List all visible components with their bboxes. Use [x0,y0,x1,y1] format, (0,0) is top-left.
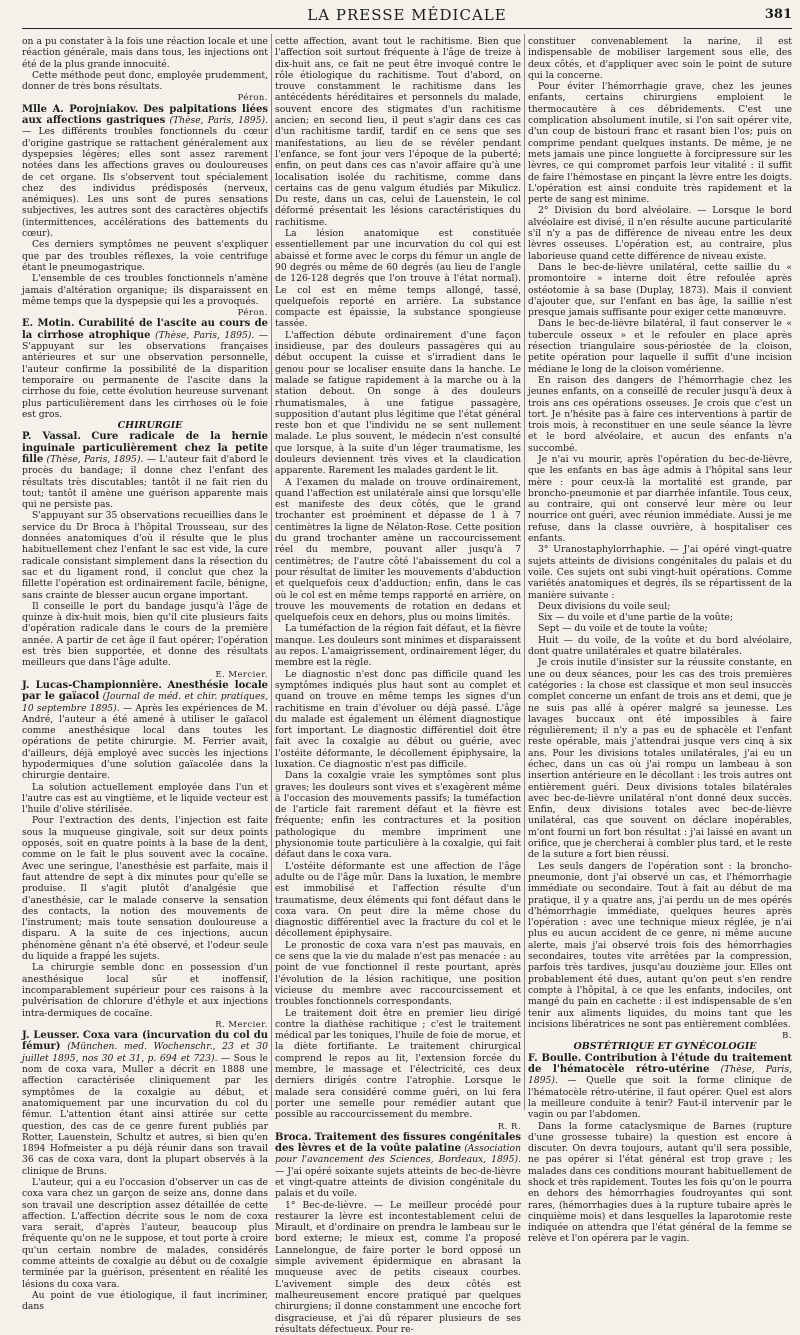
paragraph: La solution actuellement employée dans l'un et l'autre cas est au vingtième, et le liquide vecteur est l'huile d'olive stérilisée. [22,781,268,816]
article-title: Contribution à l'étude du traitement de l'hématocèle rétro-utérine [528,1052,793,1076]
article-author: F. Boulle. [528,1052,582,1064]
paragraph: L'affection débute ordinairement d'une façon insidieuse, par des douleurs passagères qui au début occupent la cuisse et s'irradient dans le genou pour se localiser ensuite dans la hanche. Le malade se fatigue rapidement à la marche ou à la station debout. On songe à des douleurs rhumatismales, à une fatigue passagère, supposition d'autant plus légitime que l'état général reste bon et que l'individu ne se sent nullement malade. Le plus souvent, le médecin n'est consulté que lorsque, à la suite d'un léger traumatisme, les douleurs deviennent très vives et la claudication apparente. Rarement les malades gardent le lit. [275,329,521,477]
article-vassal [22,431,268,510]
article-author: E. Motin. [22,318,75,330]
paragraph: cette affection, avant tout le rachitisme. Bien que l'affection soit surtout fréquente à l'âge de treize à dix-huit ans, ce fait ne peut être invoqué contre le rôle étiologique du rachitisme. Tout d'abord, on trouve constamment le rachitisme dans les antécédents héréditaires et personnels du malade, souvent encore des stigmates d'un rachitisme ancien; en second lieu, il peut s'agir dans ces cas d'un rachitisme tardif, tardif en ce sens que ses manifestations, au lieu de se révéler pendant l'enfance, se font jour vers l'époque de la puberté; enfin, on peut dans ces cas n'avoir affaire qu'à une localisation isolée du rachitisme, comme dans certains cas de genu valgum étudiés par Mikulicz. Du reste, dans un cas, celui de Lauenstein, le col déformé présentait les lésions caractéristiques du rachitisme. [275,36,521,228]
column-middle [275,36,522,1335]
paragraph: L'ostéite déformante est une affection de l'âge adulte ou de l'âge mûr. Dans la luxation, le membre est immobilisé et l'affection résulte d'un traumatisme, deux éléments qui font défaut dans le coxa vara. On peut dire la même chose du diagnostic différentiel avec la fracture du col et le décollement épiphysaire. [275,860,521,940]
article-author: Broca. [275,1131,312,1143]
section-heading-obstetrique: OBSTÉTRIQUE ET GYNÉCOLOGIE [573,1041,757,1053]
list-item: Six — du voile et d'une partie de la voûte; [538,612,733,624]
article-text: L'auteur fait d'abord le procès du bandage; il donne chez l'enfant des résultats très discutables; tantôt il ne fait rien du tout; tantôt il amène une guérison apparente mais qui ne persiste pas. [22,453,269,511]
paragraph: 1° Bec-de-lièvre. — Le meilleur procédé pour restaurer la lèvre est incontestablement celui de Mirault, et d'ordinaire on prendra le lambeau sur le bord externe; le mieux est, comme l'a proposé Lannelongue, de faire porter le bord opposé un simple avivement épidermique en abrasant la muqueuse avec de petits ciseaux courbes. L'avivement simple des deux côtés est malheureusement encore pratiqué par quelques chirurgiens; il donne constamment une encoche fort disgracieuse, et j'ai dû réparer plusieurs de ses résultats défectueux. Pour re- [275,1199,521,1335]
paragraph: 3° Uranostaphylorrhaphie. — J'ai opéré vingt-quatre sujets atteints de divisions congénitales du palais et du voile. Ces sujets ont subi vingt-huit opérations. Comme variétés anatomiques et degrés, ils se répartissent de la manière suivante : [528,544,792,601]
paragraph: A l'examen du malade on trouve ordinairement, quand l'affection est unilatérale ainsi que lorsqu'elle est manifeste des deux côtés, que le grand trochanter est proéminent et dépasse de 1 à 7 centimètres la ligne de Nélaton-Rose. Cette position du grand trochanter amène un raccourcissement réel du membre, pouvant aller jusqu'à 7 centimètres; de l'autre côté l'abaissement du col a pour résultat de limiter les mouvements d'abduction et quelquefois ceux d'adduction; enfin, dans le cas où le col est en même temps rapporté en arrière, on trouve les mouvements de rotation en dedans et quelquefois ceux en dehors, plus ou moins limités. [275,476,521,624]
signature: R. R. [497,1120,521,1131]
paragraph: Les seuls dangers de l'opération sont : la broncho-pneumonie, dont j'ai observé un cas, et l'hémorrhagie immédiate ou secondaire. Tout à fait au début de ma pratique, il y a quatre ans, j'ai perdu un de mes opérés d'hémorrhagie immédiate, quelques heures après l'opération : avec une technique mieux réglée, je n'ai plus eu aucun accident de ce genre, ni même aucune alerte, mais j'ai observé trois fois des hémorrhagies secondaires, toutes vite arrêtées par la compression, parfois très tardives, jusqu'au douzième jour. Elles ont probablement été dues, autant qu'on peut s'en rendre compte à l'hôpital, à ce que les enfants, indociles, ont mangé du pain en cachette : il est indispensable de s'en tenir aux aliments liquides, du moins tant que les incisions libératrices ne sont pas entièrement comblées. [528,860,792,1030]
article-reference: (Thèse, Paris, 1895). — [155,329,268,341]
paragraph: Dans la coxalgie vraie les symptômes sont plus graves; les douleurs sont vives et s'exagèrent même à l'occasion des mouvements passifs; la tuméfaction de l'article fait rarement défaut et la fièvre est fréquente; enfin les contractures et la position pathologique du membre impriment une physionomie toute particulière à la coxalgie, qui fait défaut dans le coxa vara. [275,770,521,861]
column-divider [271,34,272,1110]
paragraph: Je crois inutile d'insister sur la réussite constante, en une ou deux séances, pour les cas des trois premières catégories : la chose est classique et mon seul insuccès complet concerne un enfant de trois ans et demi, que je ne suis pas allé à opérer malgré sa jeunesse. Les lavages buccaux ont été impossibles à faire régulièrement; il n'y a pas eu de sphacèle et l'enfant reste opérable, mais j'attendrai jusque vers cinq à six ans. Pour les divisions totales unilatérales, j'ai eu un échec, dans un cas où j'ai rompu un lambeau à son insertion antérieure en le décollant : les trois autres ont entièrement guéri. Deux divisions totales bilatérales avec bec-de-lièvre unilatéral n'ont donné deux succès. Enfin, deux divisions totales avec bec-de-lièvre unilatéral, cas que souvent on déclare inopérables, m'ont fourni un fort bon résultat : j'ai laissé en avant un orifice, que je chercherai à combler plus tard, et le reste de la suture a fort bien réussi. [528,657,792,861]
signature: E. Mercier. [215,668,268,679]
paragraph: L'ensemble de ces troubles fonctionnels n'amène jamais d'altération organique; ils disparaissent en même temps que la dyspepsie qui les a provoqués. [22,273,268,307]
signature: Péron. [237,92,268,103]
article-author: P. Vassal. [22,431,81,443]
article-author: J. Lucas-Championnière. [22,679,162,691]
article-boulle [528,1053,792,1121]
paragraph: Il conseille le port du bandage jusqu'à l'âge de quinze à dix-huit mois, bien qu'il cite plusieurs faits d'opération radicale dans le cours de la première année. A partir de cet âge il faut opérer; l'opération est très bien supportée, et donne des résultats meilleurs que dans l'âge adulte. [22,600,268,669]
paragraph: Dans le bec-de-lièvre bilatéral, il faut conserver le « tubercule osseux » et le refouler en place après résection triangulaire sous-périostée de la cloison, petite opération pour laquelle il suffit d'une incision médiane le long de la cloison vomérienne. [528,318,792,375]
article-title: Traitement des fissures congénitales des lèvres et de la voûte palatine [275,1131,521,1155]
paragraph: La lésion anatomique est constituée essentiellement par une incurvation du col qui est abaissé et forme avec le corps du fémur un angle de 90 degrés ou même de 60 degrés (au lieu de l'angle de 126-128 degrés que l'on trouve à l'état normal). Le col est en même temps allongé, tassé, quelquefois reporté en arrière. La substance compacte est épaissie, la substance spongieuse tassée. [275,228,521,330]
paragraph: En raison des dangers de l'hémorrhagie chez les jeunes enfants, on a conseillé de reculer jusqu'à deux à trois ans ces opérations osseuses. Je crois que c'est un tort. Je n'hésite pas à faire ces interventions à partir de trois mois, à reconstituer en une seule séance la lèvre et le bord alvéolaire, et aucun des enfants n'a succombé. [528,374,792,454]
article-text: Après les expériences de M. André, l'auteur a été amené à utiliser le gaïacol comme anesthésique local dans toutes les opérations de petite chirurgie. M. Ferrier avait, d'ailleurs, déjà employé avec succès les injections hypodermiques d'une solution gaïacolée dans la chirurgie dentaire. [22,702,268,782]
signature: Péron. [237,307,268,318]
paragraph: Je n'ai vu mourir, après l'opération du bec-de-lièvre, que les enfants en bas âge admis à l'hôpital sans leur mère : pour ceux-là la mortalité est grande, par broncho-pneumonie et par diarrhée infantile. Tous ceux, au contraire, qui ont conservé leur mère ou leur nourrice ont guéri, avec réunion immédiate. Aussi je me refuse, dans la classe ouvrière, à hospitaliser ces enfants. [528,453,792,545]
paragraph: on a pu constater à la fois une réaction locale et une réaction générale, mais dans tous, les injections ont été de la plus grande innocuité. [22,36,268,70]
article-broca [275,1132,521,1200]
column-divider [524,34,525,1110]
signature: B. [782,1030,792,1041]
article-author: Mlle A. Porojniakov. [22,103,139,115]
paragraph: Pour éviter l'hémorrhagie grave, chez les jeunes enfants, certains chirurgiens emploient le thermocautère à ces débridements. C'est une complication absolument inutile, si l'on sait opérer vite, d'un coup de bistouri franc et rasant bien l'os; puis on comprime pendant quelques instants. De même, je ne mets jamais une pince longuette à forcipressure sur les lèvres, ce qui compromet parfois leur vitalité : il suffit de faire l'hémostase en pinçant la lèvre entre les doigts. L'opération est ainsi conduite très rapidement et la perte de sang est minime. [528,81,792,206]
paragraph: Cette méthode peut donc, employée prudemment, donner de très bons résultats. [22,69,268,93]
paragraph: S'appuyant sur 35 observations recueillies dans le service du Dr Broca à l'hôpital Trousseau, sur des données anatomiques d'où il résulte que le plus habituellement chez l'enfant le sac est vide, la cure radicale consistant simplement dans la résection du sac et du ligament rond, il conclut que chez la fillette l'opération est ordinairement facile, bénigne, sans crainte de blesser aucun organe important. [22,510,268,601]
article-text: Sous le nom de coxa vara, Muller a décrit en 1888 une affection caractérisée cliniquement par les symptômes de la coxalgie au début, et anatomiquement par une incurvation du col du fémur. L'attention étant ainsi attirée sur cette question, des cas de ce genre furent publiés par Rotter, Lauenstein, Schultz et autres, si bien qu'en 1894 Hofmeister a pu déjà réunir dans son travail 36 cas de coxa vara, dont la plupart observés à la clinique de Bruns. [22,1052,268,1177]
paragraph: L'auteur, qui a eu l'occasion d'observer un cas de coxa vara chez un garçon de seize ans, donne dans son travail une description assez détaillée de cette affection. L'affection décrite sous le nom de coxa vara serait, d'après l'auteur, beaucoup plus fréquente qu'on ne le suppose, et tout porte à croire qu'un certain nombre de malades, considérés comme atteints de coxalgie au début ou de coxalgie terminée par la guérison, présentent en réalité les lésions du coxa vara. [22,1176,268,1290]
article-text: Les différents troubles fonctionnels du cœur d'origine gastrique se rattachent généralement aux dyspepsies légères; elles sont assez rarement notées dans les affections graves ou douloureuses de cet organe. Ils s'observent tout spécialement chez des individus prédisposés (nerveux, anémiques). Les uns sont de pures sensations subjectives, les autres sont des caractères objectifs (intermittences, accélérations des battements du cœur). [22,126,269,240]
article-title: Curabilité de l'ascite au cours de la cirrhose atrophique [22,318,269,341]
article-reference: (München. med. Wochenschr., 23 et 30 juillet 1895, nos 30 et 31, p. 694 et 723). — [22,1041,268,1064]
article-title: Cure radicale de la hernie inguinale particulièrement chez la petite fille [22,431,269,465]
article-reference: (Thèse, Paris, 1895). — [528,1064,792,1087]
page-header [22,4,792,30]
paragraph: 2° Division du bord alvéolaire. — Lorsque le bord alvéolaire est divisé, il n'en résulte aucune particularité s'il n'y a pas de différence de niveau entre les deux lèvres osseuses. L'opération est, au contraire, plus laborieuse quand cette différence de niveau existe. [528,205,792,262]
article-leusser [22,1030,268,1177]
signature: R. Mercier. [215,1018,268,1029]
paragraph: Au point de vue étiologique, il faut incriminer, dans [22,1289,268,1313]
paragraph: Dans la forme cataclysmique de Barnes (rupture d'une grossesse tubaire) la question est encore à discuter. On devra toujours, autant qu'il sera possible, ne pas opérer si l'état général est trop grave ; les malades dans ces conditions mourant habituellement de shock et très rapidement. Toutes les fois qu'on le pourra en dehors des hémorrhagies foudroyantes qui sont rares, (hémorrhagies dues à la rupture tubaire après le cinquième mois) et dans lesquelles la laparotomie reste indiquée on attendra que l'état général de la femme se relève et l'on opérera par le vagin. [528,1120,792,1245]
paragraph: Le diagnostic n'est donc pas difficile quand les symptômes indiqués plus haut sont au complet et quand on trouve en même temps les signes d'un rachitisme en train d'évoluer ou déjà passé. L'âge du malade est également un élément diagnostique fort important. Le diagnostic différentiel doit être fait avec la coxalgie au début ou guérie, avec l'ostéite déformante, le décollement épiphysaire, la luxation. Ce diagnostic n'est pas difficile. [275,668,521,770]
list-item: Sept — du voile et de toute la voûte; [538,623,708,635]
column-left [22,36,269,1313]
article-title: Des palpitations liées aux affections gastriques [22,103,268,127]
list-item: Huit — du voile, de la voûte et du bord alvéolaire, dont quatre unilatérales et quatre bilatérales. [528,634,792,658]
article-lucas-championniere [22,680,268,782]
article-motin [22,318,268,420]
paragraph: Le pronostic de coxa vara n'est pas mauvais, en ce sens que la vie du malade n'est pas menacée : au point de vue fonctionnel il reste pourtant, après l'évolution de la lésion rachitique, une position vicieuse du membre avec raccourcissement et troubles fonctionnels correspondants. [275,939,521,1008]
article-reference: (Thèse, Paris, 1895). — [46,453,156,465]
list-item: Deux divisions du voile seul; [538,600,671,612]
article-reference: (Thèse, Paris, 1895). — [22,115,269,138]
column-right [528,36,793,1245]
article-porojniakov [22,104,268,240]
paragraph: Ces derniers symptômes ne peuvent s'expliquer que par des troubles réflexes, la voie centrifuge étant le pneumogastrique. [22,239,268,273]
page-number: 381 [764,7,792,22]
paragraph: Le traitement doit être en premier lieu dirigé contre la diathèse rachitique ; c'est le traitement médical par les toniques, l'huile de foie de morue, et la diète fortifiante. Le traitement chirurgical comprend le repos au lit, l'extension forcée du membre, le massage et l'électricité, ces deux derniers dirigés contre l'atrophie. Lorsque le malade sera considéré comme guéri, on lui fera porter une semelle pour remédier autant que possible au raccourcissement du membre. [275,1007,521,1121]
article-text: Quelle que soit la forme clinique de l'hématocèle rétro-utérine, il faut opérer. Quel est alors la meilleure conduite à tenir? Faut-il intervenir par le vagin ou par l'abdomen. [528,1075,793,1121]
article-title: Anesthésie locale par le gaïacol [22,679,269,703]
paragraph: Dans le bec-de-lièvre unilatéral, cette saillie du « promontoire » interne doit être refoulée après ostéotomie à sa base (Duplay, 1873). Mais il convient d'ajouter que, sur l'enfant en bas âge, la saillie n'est presque jamais suffisante pour exiger cette manœuvre. [528,261,792,319]
article-text: S'appuyant sur les observations françaises antérieures et sur une observation personnelle, l'auteur confirme la possibilité de la disparition temporaire ou permanente de l'ascite dans la cirrhose du foie, cette évolution heureuse survenant plus particulièrement dans les cirrhoses où le foie est gros. [22,341,268,420]
paragraph: Pour l'extraction des dents, l'injection est faite sous la muqueuse gingivale, soit sur deux points opposés, soit en quatre points à la base de la dent, comme on le fait le plus souvent avec la cocaïne. Avec une seringue, l'anesthésie est parfaite, mais il faut attendre de sept à dix minutes pour qu'elle se produise. Il s'agit plutôt d'analgésie que d'anesthésie, car le malade conserve la sensation des contacts, la notion des mouvements de l'instrument; mais toute sensation douloureuse a disparu. A la suite de ces injections, aucun phénomène gênant n'a été observé, et l'odeur seule du liquide a frappé les sujets. [22,815,268,963]
article-reference: (Association pour l'avancement des Sciences, Bordeaux, 1895). — [275,1143,522,1177]
article-text: J'ai opéré soixante sujets atteints de bec-de-lièvre et vingt-quatre atteints de division congénitale du palais et du voile. [275,1165,521,1200]
journal-title: LA PRESSE MÉDICALE [307,6,507,24]
paragraph: La chirurgie semble donc en possession d'un anesthésique local sûr et inoffensif, incomparablement supérieur pour ces raisons à la pulvérisation de chlorure d'éthyle et aux injections intra-dermiques de cocaïne. [22,962,268,1019]
article-author: J. Leusser. [22,1030,80,1042]
section-heading-chirurgie: CHIRURGIE [117,420,183,432]
paragraph: La tuméfaction de la région fait défaut, et la fièvre manque. Les douleurs sont minimes et disparaissent au repos. L'amaigrissement, ordinairement léger, du membre est la règle. [275,623,521,669]
paragraph: constituer convenablement la narine, il est indispensable de mobiliser largement sous elle, des deux côtés, et d'appliquer avec soin le point de suture qui la concerne. [528,36,792,81]
article-reference: (Journal de méd. et chir. pratiques, 10 septembre 1895). — [22,691,269,714]
header-rule [22,28,792,29]
article-title: Coxa vara (incurvation du col du fémur) [22,1030,268,1053]
